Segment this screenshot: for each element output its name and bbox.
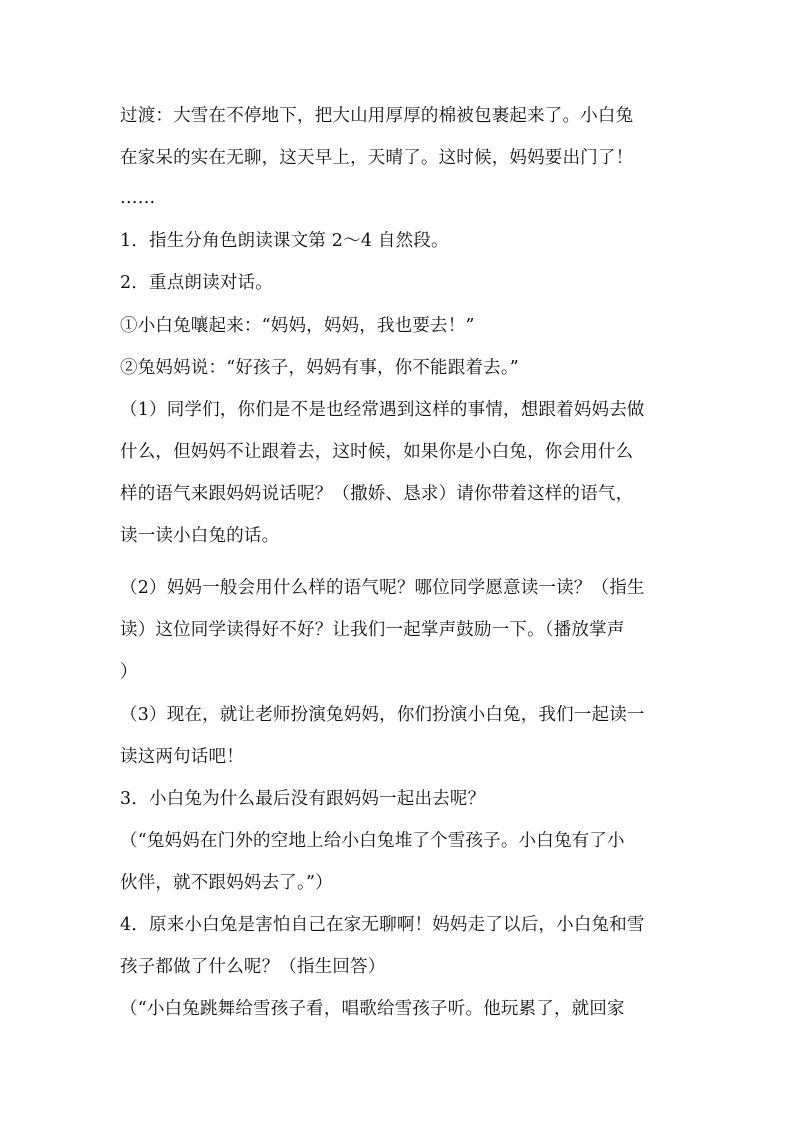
text-line-step-4b: 孩子都做了什么呢？（指生回答） (120, 957, 386, 977)
text-line-step-4a: 4．原来小白兔是害怕自己在家无聊啊！妈妈走了以后，小白兔和雪 (120, 915, 645, 935)
text-line-answer-3a: （“兔妈妈在门外的空地上给小白兔堆了个雪孩子。小白兔有了小 (120, 831, 625, 851)
text-line-question-1c: 样的语气来跟妈妈说话呢？（撒娇、恳求）请你带着这样的语气， (120, 484, 634, 504)
text-line-transition-2: 在家呆的实在无聊，这天早上，天晴了。这时候，妈妈要出门了！ (120, 148, 634, 168)
text-line-step-1: 1．指生分角色朗读课文第 2～4 自然段。 (120, 231, 449, 251)
text-line-question-1d: 读一读小白兔的话。 (120, 526, 280, 546)
text-line-question-2a: （2）妈妈一般会用什么样的语气呢？哪位同学愿意读一读？（指生 (120, 578, 645, 598)
text-line-question-1b: 什么，但妈妈不让跟着去，这时候，如果你是小白兔，你会用什么 (120, 442, 634, 462)
text-line-question-2c: ） (120, 662, 138, 682)
text-line-question-2b: 读）这位同学读得好不好？让我们一起掌声鼓励一下。（播放掌声 (120, 620, 625, 640)
text-line-quote-1: ①小白兔嚷起来：“妈妈，妈妈，我也要去！” (120, 316, 475, 336)
text-line-answer-3b: 伙伴，就不跟妈妈去了。”） (120, 873, 333, 893)
text-line-question-1a: （1）同学们，你们是不是也经常遇到这样的事情，想跟着妈妈去做 (120, 400, 645, 420)
text-line-step-2: 2．重点朗读对话。 (120, 273, 273, 293)
text-line-step-3: 3．小白兔为什么最后没有跟妈妈一起出去呢？ (120, 789, 486, 809)
text-line-transition-1: 过渡：大雪在不停地下，把大山用厚厚的棉被包裹起来了。小白兔 (120, 106, 634, 126)
text-line-answer-4: （“小白兔跳舞给雪孩子看，唱歌给雪孩子听。他玩累了，就回家 (120, 999, 625, 1019)
text-line-quote-2: ②兔妈妈说：“好孩子，妈妈有事，你不能跟着去。” (120, 358, 519, 378)
text-line-ellipsis: …… (120, 188, 156, 208)
text-line-question-3a: （3）现在，就让老师扮演兔妈妈，你们扮演小白兔，我们一起读一 (120, 705, 645, 725)
text-line-question-3b: 读这两句话吧！ (120, 747, 244, 767)
